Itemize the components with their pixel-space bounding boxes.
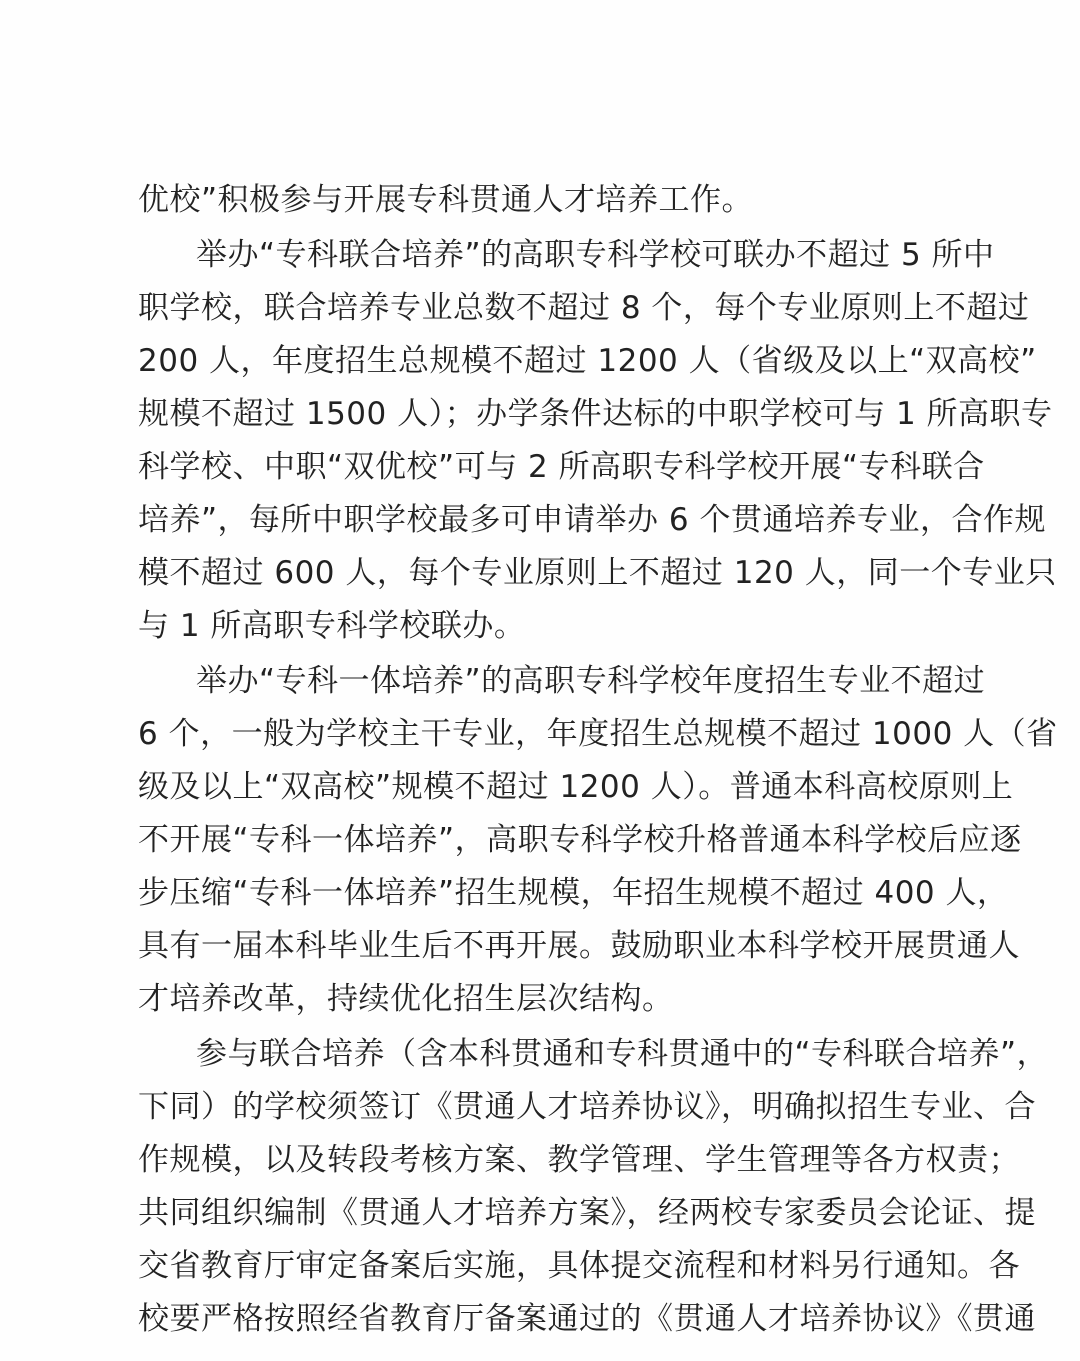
paragraph-line: 校要严格按照经省教育厅备案通过的《贯通人才培养协议》《贯通 <box>138 1301 1036 1337</box>
paragraph-line: 不开展“专科一体培养”，高职专科学校升格普通本科学校后应逐 <box>138 822 1022 858</box>
paragraph-line: 交省教育厅审定备案后实施，具体提交流程和材料另行通知。各 <box>138 1248 1020 1284</box>
paragraph-line: 举办“专科一体培养”的高职专科学校年度招生专业不超过 <box>196 663 986 699</box>
paragraph-line: 作规模，以及转段考核方案、教学管理、学生管理等各方权责； <box>138 1142 1020 1178</box>
paragraph-line: 才培养改革，持续优化招生层次结构。 <box>138 981 674 1017</box>
paragraph-line: 举办“专科联合培养”的高职专科学校可联办不超过 5 所中 <box>196 237 995 273</box>
paragraph-line: 模不超过 600 人，每个专业原则上不超过 120 人，同一个专业只 <box>138 555 1057 591</box>
paragraph-line: 规模不超过 1500 人）；办学条件达标的中职学校可与 1 所高职专 <box>138 396 1053 432</box>
paragraph-line: 职学校，联合培养专业总数不超过 8 个，每个专业原则上不超过 <box>138 290 1030 326</box>
paragraph-line: 科学校、中职“双优校”可与 2 所高职专科学校开展“专科联合 <box>138 449 985 485</box>
paragraph-line: 下同）的学校须签订《贯通人才培养协议》，明确拟招生专业、合 <box>138 1089 1036 1125</box>
paragraph-line: 6 个，一般为学校主干专业，年度招生总规模不超过 1000 人（省 <box>138 716 1058 752</box>
paragraph-line: 具有一届本科毕业生后不再开展。鼓励职业本科学校开展贯通人 <box>138 928 1020 964</box>
paragraph-line: 优校”积极参与开展专科贯通人才培养工作。 <box>138 182 754 218</box>
paragraph-line: 步压缩“专科一体培养”招生规模，年招生规模不超过 400 人， <box>138 875 1009 911</box>
paragraph-line: 与 1 所高职专科学校联办。 <box>138 608 526 644</box>
paragraph-line: 共同组织编制《贯通人才培养方案》，经两校专家委员会论证、提 <box>138 1195 1036 1231</box>
paragraph-line: 培养”，每所中职学校最多可申请举办 6 个贯通培养专业，合作规 <box>138 502 1046 538</box>
paragraph-line: 200 人，年度招生总规模不超过 1200 人（省级及以上“双高校” <box>138 343 1037 379</box>
paragraph-line: 级及以上“双高校”规模不超过 1200 人）。普通本科高校原则上 <box>138 769 1014 805</box>
paragraph-line: 参与联合培养（含本科贯通和专科贯通中的“专科联合培养”， <box>196 1036 1049 1072</box>
